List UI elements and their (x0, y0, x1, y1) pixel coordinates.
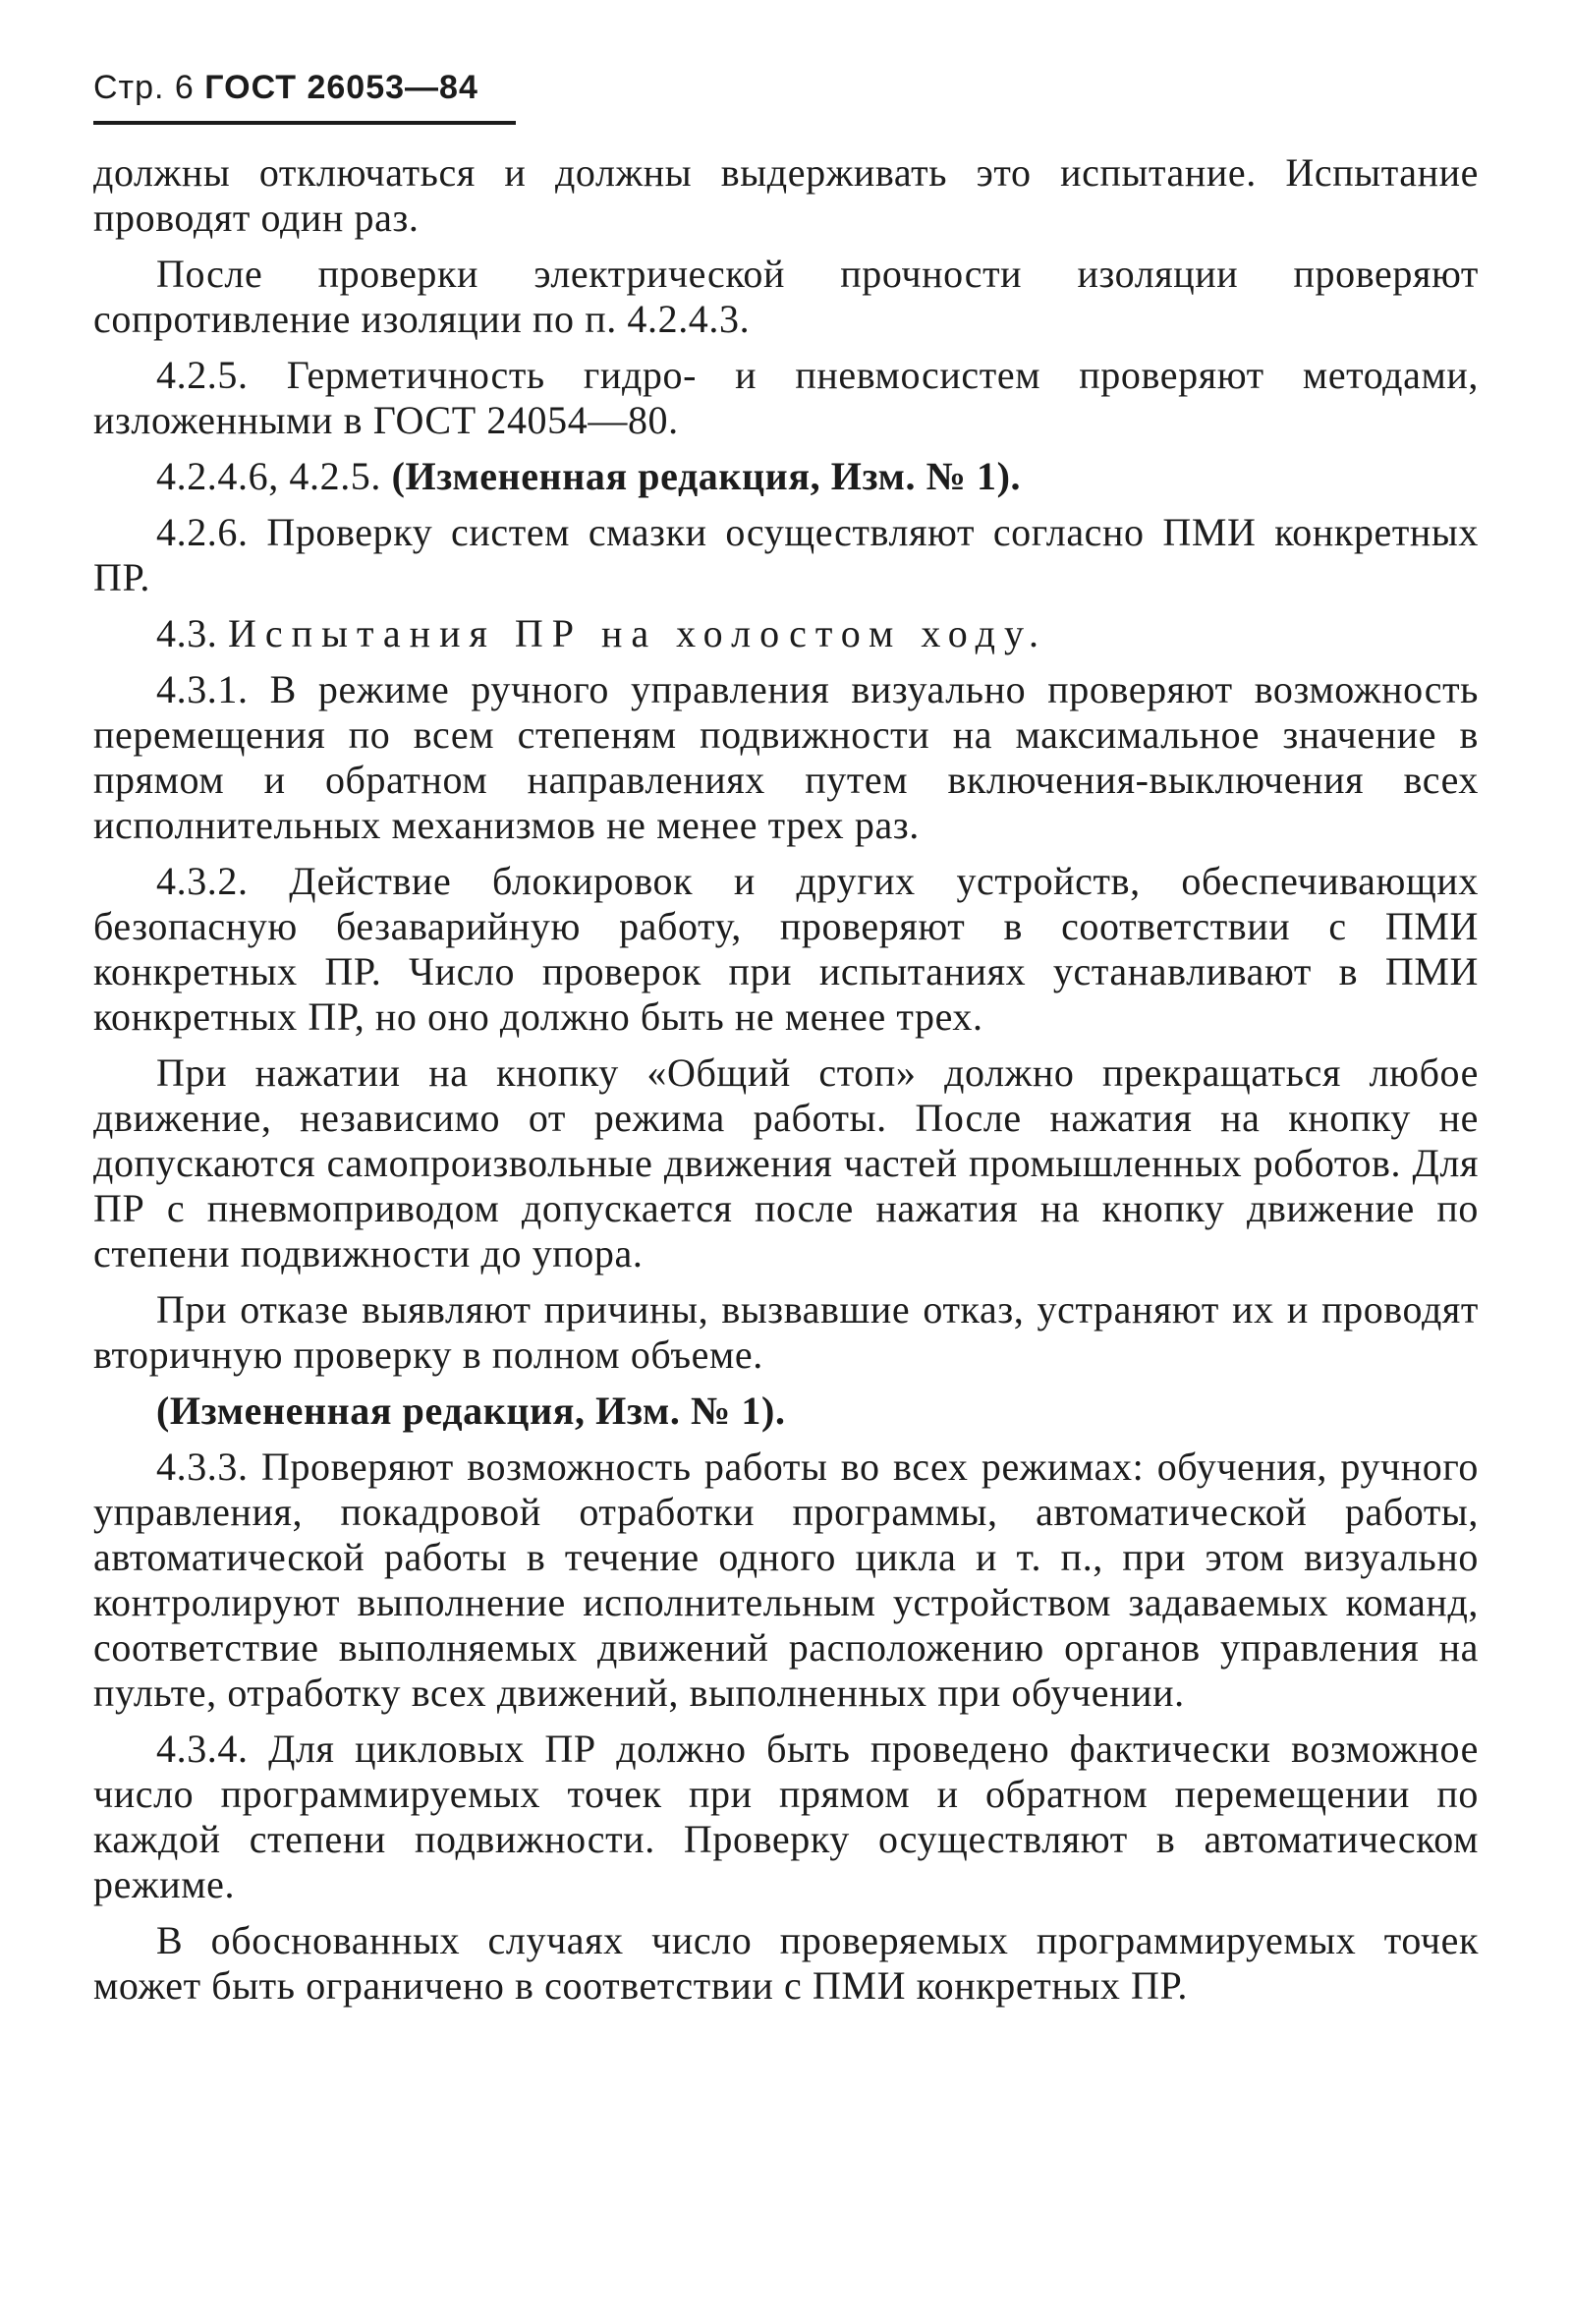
paragraph-4-2-6: 4.2.6. Проверку систем смазки осуществляют согласно ПМИ конкретных ПР. (93, 510, 1479, 599)
paragraph-4-3-3: 4.3.3. Проверяют возможность работы во всех режимах: обучения, ручного управления, покадровой отработки программы, автоматической работы, автоматической работы в течение одного цикла и т. п., при этом визуально контролируют выполнение исполнительным устройством задаваемых команд, соответствие выполняемых движений расположению органов управления на пульте, отработку всех движений, выполненных при обучении. (93, 1445, 1479, 1715)
paragraph: В обоснованных случаях число проверяемых программируемых точек может быть ограничено в соответствии с ПМИ конкретных ПР. (93, 1918, 1479, 2008)
amendment-reference: 4.2.4.6, 4.2.5. (156, 454, 381, 498)
page-header (93, 69, 516, 125)
amendment-text: (Измененная редакция, Изм. № 1). (391, 454, 1022, 498)
amendment-note: (Измененная редакция, Изм. № 1). (156, 1389, 786, 1433)
paragraph: После проверки электрической прочности изоляции проверяют сопротивление изоляции по п. 4.2.4.3. (93, 252, 1479, 341)
section-number: 4.3. (156, 611, 218, 655)
paragraph-4-3-2: 4.3.2. Действие блокировок и других устройств, обеспечивающих безопасную безаварийную работу, проверяют в соответствии с ПМИ конкретных ПР. Число проверок при испытаниях устанавливают в ПМИ конкретных ПР, но оно должно быть не менее трех. (93, 859, 1479, 1039)
section-heading-4-3 (93, 611, 1479, 656)
document-body (93, 150, 1479, 2009)
document-page (93, 69, 1479, 2019)
paragraph: При отказе выявляют причины, вызвавшие отказ, устраняют их и проводят вторичную проверку в полном объеме. (93, 1287, 1479, 1377)
paragraph: При нажатии на кнопку «Общий стоп» должно прекращаться любое движение, независимо от режима работы. После нажатия на кнопку не допускаются самопроизвольные движения частей промышленных роботов. Для ПР с пневмоприводом допускается после нажатия на кнопку движение по степени подвижности до упора. (93, 1050, 1479, 1275)
standard-code: ГОСТ 26053—84 (204, 69, 478, 106)
section-title: Испытания ПР на холостом ходу. (228, 611, 1047, 655)
paragraph-4-3-4: 4.3.4. Для цикловых ПР должно быть проведено фактически возможное число программируемых точек при прямом и обратном перемещении по каждой степени подвижности. Проверку осуществляют в автоматическом режиме. (93, 1727, 1479, 1906)
page-number: Стр. 6 (93, 69, 195, 106)
paragraph-4-3-1: 4.3.1. В режиме ручного управления визуально проверяют возможность перемещения по всем степеням подвижности на максимальное значение в прямом и обратном направлениях путем включения-выключения всех исполнительных механизмов не менее трех раз. (93, 667, 1479, 847)
amendment-note (93, 454, 1479, 499)
paragraph-4-2-5: 4.2.5. Герметичность гидро- и пневмосистем проверяют методами, изложенными в ГОСТ 24054—80. (93, 353, 1479, 442)
paragraph-continuation: должны отключаться и должны выдерживать это испытание. Испытание проводят один раз. (93, 150, 1479, 240)
